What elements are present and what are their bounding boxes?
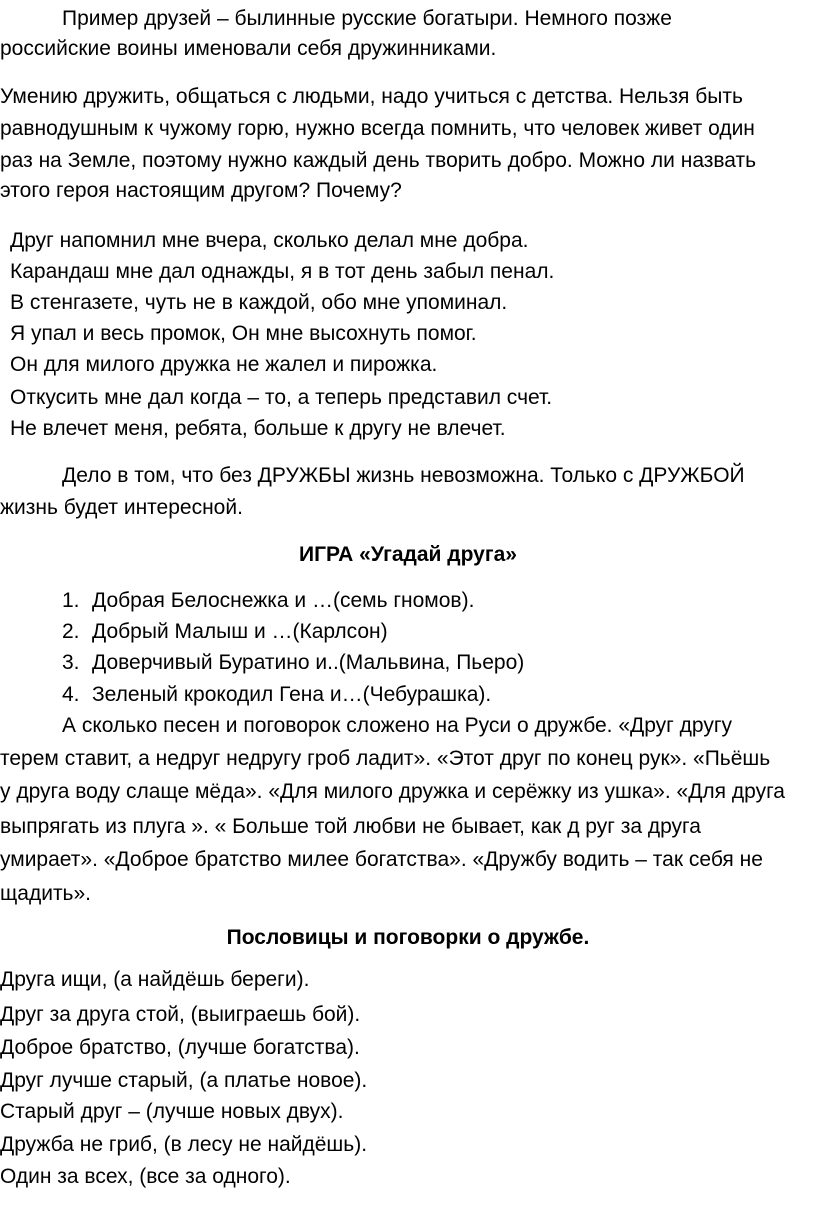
game-title: ИГРА «Угадай друга» — [299, 543, 517, 566]
list-item — [62, 648, 524, 678]
paragraph1-line-1: Умению дружить, общаться с людьми, надо учиться с детства. Нельзя быть — [0, 85, 743, 108]
paragraph3-line-5: умирает». «Доброе братство милее богатства». «Дружбу водить – так себя не — [0, 848, 763, 871]
paragraph2-line-2: жизнь будет интересной. — [0, 496, 243, 519]
list-item-number: 4. — [62, 683, 80, 706]
list-item-number: 1. — [62, 589, 80, 612]
proverb-line: Один за всех, (все за одного). — [0, 1165, 291, 1188]
paragraph3-line-3: у друга воду слаще мёда». «Для милого дружка и серёжку из ушка». «Для друга — [0, 780, 785, 803]
paragraph2-line-1: Дело в том, что без ДРУЖБЫ жизнь невозможна. Только с ДРУЖБОЙ — [62, 464, 745, 487]
poem-line: Откусить мне дал когда – то, а теперь представил счет. — [10, 386, 553, 409]
paragraph1-line-2: равнодушным к чужому горю, нужно всегда помнить, что человек живет один — [0, 117, 755, 140]
list-item — [62, 617, 388, 647]
proverb-line: Старый друг – (лучше новых двух). — [0, 1100, 344, 1123]
intro-line-1: Пример друзей – былинные русские богатыри. Немного позже — [62, 7, 672, 30]
list-item-text: Добрый Малыш и …(Карлсон) — [92, 620, 388, 643]
list-item-text: Зеленый крокодил Гена и…(Чебурашка). — [92, 683, 492, 706]
list-item-text: Добрая Белоснежка и …(семь гномов). — [92, 589, 475, 612]
list-item-number: 3. — [62, 651, 80, 674]
poem-line: Карандаш мне дал однажды, я в тот день забыл пенал. — [10, 260, 555, 283]
paragraph1-line-3: раз на Земле, поэтому нужно каждый день творить добро. Можно ли назвать — [0, 149, 757, 172]
list-item-number: 2. — [62, 620, 80, 643]
paragraph3-line-1: А сколько песен и поговорок сложено на Руси о дружбе. «Друг другу — [62, 714, 733, 737]
poem-line: Друг напомнил мне вчера, сколько делал мне добра. — [10, 229, 529, 252]
proverb-line: Дружба не гриб, (в лесу не найдёшь). — [0, 1133, 368, 1156]
list-item — [62, 680, 491, 710]
proverbs-title: Пословицы и поговорки о дружбе. — [226, 926, 590, 949]
proverb-line: Друг за друга стой, (выиграешь бой). — [0, 1003, 361, 1026]
proverb-line: Доброе братство, (лучше богатства). — [0, 1036, 360, 1059]
intro-line-2: российские воины именовали себя дружинниками. — [0, 37, 497, 60]
paragraph3-line-2: терем ставит, а недруг недругу гроб ладит». «Этот друг по конец рук». «Пьёшь — [0, 747, 771, 770]
poem-line: Я упал и весь промок, Он мне высохнуть помог. — [10, 322, 477, 345]
poem-line: Он для милого дружка не жалел и пирожка. — [10, 353, 438, 376]
paragraph3-line-6: щадить». — [0, 882, 92, 905]
poem-line: Не влечет меня, ребята, больше к другу не влечет. — [10, 417, 506, 440]
proverb-line: Друга ищи, (а найдёшь береги). — [0, 968, 310, 991]
list-item — [62, 586, 474, 616]
proverb-line: Друг лучше старый, (а платье новое). — [0, 1069, 368, 1092]
list-item-text: Доверчивый Буратино и..(Мальвина, Пьеро) — [92, 651, 525, 674]
paragraph1-line-4: этого героя настоящим другом? Почему? — [0, 179, 402, 202]
poem-line: В стенгазете, чуть не в каждой, обо мне упоминал. — [10, 291, 508, 314]
paragraph3-line-4: выпрягать из плуга ». « Больше той любви не бывает, как д руг за друга — [0, 815, 701, 838]
